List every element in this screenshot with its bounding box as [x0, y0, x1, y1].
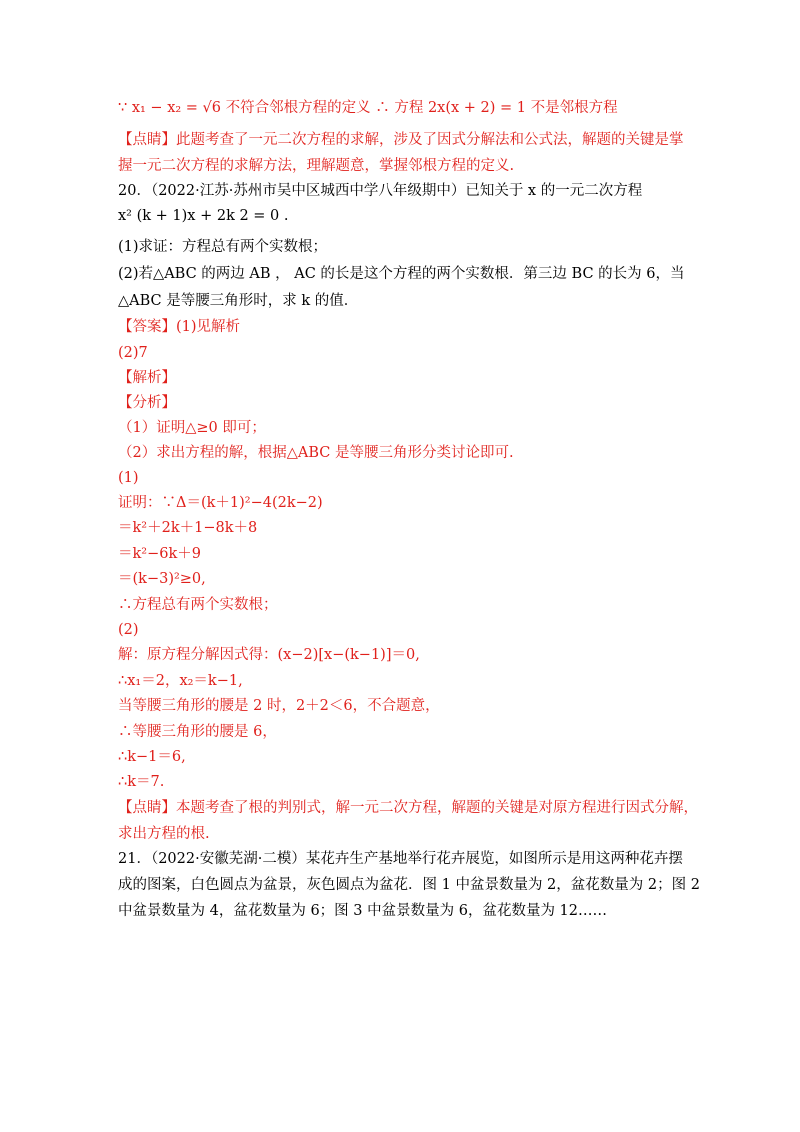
line-l10: (2)7: [118, 345, 148, 361]
line-l5: x² (k + 1)x + 2k 2 = 0 .: [118, 208, 289, 224]
line-l7: (2)若△ABC 的两边 AB ， AC 的长是这个方程的两个实数根．第三边 BC 的长为 6，当: [118, 266, 685, 282]
line-l2: 【点睛】此题考查了一元二次方程的求解，涉及了因式分解法和公式法，解题的关键是掌: [118, 132, 684, 148]
line-l31: 成的图案，白色圆点为盆景，灰色圆点为盆花．图 1 中盆景数量为 2，盆花数量为 2；图 2: [118, 877, 700, 893]
line-l17: ＝k²＋2k＋1−8k＋8: [118, 520, 258, 536]
line-l29: 求出方程的根.: [118, 826, 210, 842]
line-l24: 当等腰三角形的腰是 2 时，2＋2＜6，不合题意，: [118, 698, 440, 714]
line-l4: 20．（2022·江苏·苏州市吴中区城西中学八年级期中）已知关于 x 的一元二次方程: [118, 183, 643, 199]
line-l32: 中盆景数量为 4，盆花数量为 6；图 3 中盆景数量为 6，盆花数量为 12……: [118, 903, 608, 919]
line-l21: (2): [118, 622, 139, 638]
line-l23: ∴x₁＝2，x₂＝k−1,: [118, 673, 243, 689]
line-l18: ＝k²−6k＋9: [118, 546, 201, 562]
line-l27: ∴k＝7.: [118, 774, 165, 790]
line-l25: ∴等腰三角形的腰是 6，: [118, 724, 277, 740]
line-l15: (1): [118, 470, 139, 486]
line-l1: ∵ x₁ − x₂ = √6 不符合邻根方程的定义 ∴ 方程 2x(x + 2) = 1 不是邻根方程: [118, 100, 618, 116]
line-l20: ∴方程总有两个实数根；: [118, 597, 278, 613]
line-l8: △ABC 是等腰三角形时，求 k 的值．: [118, 293, 359, 309]
line-l11: 【解析】: [118, 370, 176, 386]
line-l30: 21．（2022·安徽芜湖·二模）某花卉生产基地举行花卉展览，如图所示是用这两种花卉摆: [118, 851, 683, 867]
line-l3: 握一元二次方程的求解方法，理解题意，掌握邻根方程的定义.: [118, 158, 515, 174]
line-l13: （1）证明△≥0 即可；: [118, 420, 266, 436]
line-l28: 【点睛】本题考查了根的判别式，解一元二次方程，解题的关键是对原方程进行因式分解，: [118, 800, 698, 816]
line-l6: (1)求证：方程总有两个实数根；: [118, 239, 328, 255]
line-l9: 【答案】(1)见解析: [118, 319, 241, 335]
line-l19: ＝(k−3)²≥0,: [118, 571, 206, 587]
line-l16: 证明：∵Δ＝(k＋1)²−4(2k−2): [118, 495, 323, 511]
line-l26: ∴k−1＝6,: [118, 749, 186, 765]
line-l14: （2）求出方程的解，根据△ABC 是等腰三角形分类讨论即可.: [118, 445, 514, 461]
line-l22: 解：原方程分解因式得：(x−2)[x−(k−1)]＝0,: [118, 647, 420, 663]
line-l12: 【分析】: [118, 395, 176, 411]
